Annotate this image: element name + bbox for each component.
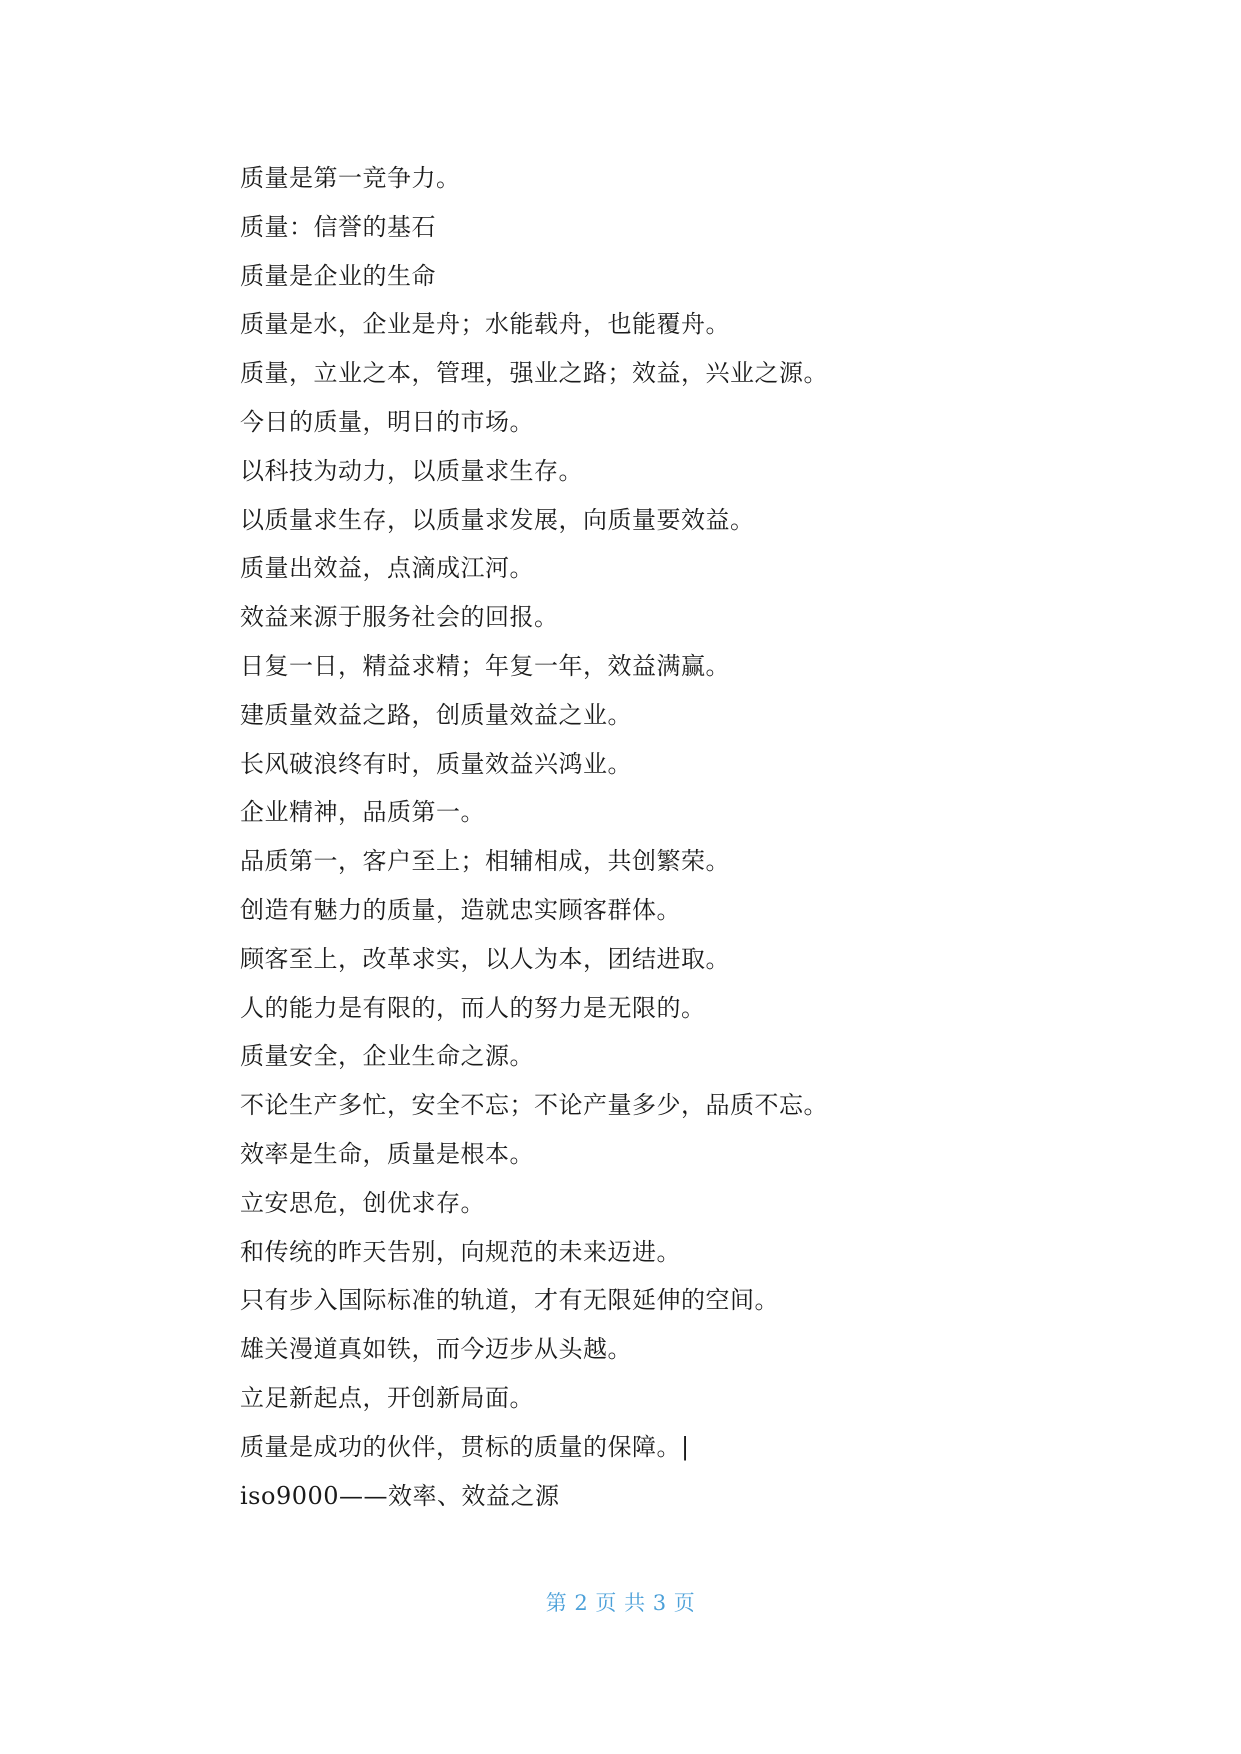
- text-line: 质量是成功的伙伴，贯标的质量的保障。|: [240, 1432, 690, 1461]
- text-line: 质量是水，企业是舟；水能载舟，也能覆舟。: [240, 310, 730, 339]
- text-line: 以质量求生存，以质量求发展，向质量要效益。: [240, 505, 755, 534]
- text-line: 只有步入国际标准的轨道，才有无限延伸的空间。: [240, 1286, 779, 1315]
- text-line: 效率是生命，质量是根本。: [240, 1139, 534, 1168]
- text-line: 品质第一，客户至上；相辅相成，共创繁荣。: [240, 847, 730, 876]
- text-line: 质量，立业之本，管理，强业之路；效益，兴业之源。: [240, 359, 828, 388]
- text-line: 不论生产多忙，安全不忘；不论产量多少，品质不忘。: [240, 1091, 828, 1120]
- text-line: 立安思危，创优求存。: [240, 1188, 485, 1217]
- document-body: [240, 154, 1140, 1520]
- text-line: 和传统的昨天告别，向规范的未来迈进。: [240, 1237, 681, 1266]
- text-line: 雄关漫道真如铁，而今迈步从头越。: [240, 1335, 632, 1364]
- text-line: 建质量效益之路，创质量效益之业。: [240, 700, 632, 729]
- text-line: 今日的质量，明日的市场。: [240, 407, 534, 436]
- text-line: 质量是企业的生命: [240, 261, 436, 290]
- text-line: 企业精神，品质第一。: [240, 798, 485, 827]
- text-line: 效益来源于服务社会的回报。: [240, 603, 559, 632]
- text-line: 立足新起点，开创新局面。: [240, 1383, 534, 1412]
- text-line: 顾客至上，改革求实，以人为本，团结进取。: [240, 944, 730, 973]
- text-line: 质量：信誉的基石: [240, 212, 436, 241]
- text-line: 以科技为动力，以质量求生存。: [240, 456, 583, 485]
- text-line: 长风破浪终有时，质量效益兴鸿业。: [240, 749, 632, 778]
- text-line: 人的能力是有限的，而人的努力是无限的。: [240, 993, 706, 1022]
- text-line: 质量安全，企业生命之源。: [240, 1042, 534, 1071]
- text-line: 质量是第一竞争力。: [240, 164, 461, 192]
- page-number: 第 2 页 共 3 页: [545, 1591, 696, 1615]
- text-line: iso9000——效率、效益之源: [240, 1481, 560, 1510]
- text-line: 日复一日，精益求精；年复一年，效益满赢。: [240, 651, 730, 680]
- page-footer: [0, 1588, 1241, 1618]
- text-line: 创造有魅力的质量，造就忠实顾客群体。: [240, 895, 681, 924]
- text-line: 质量出效益，点滴成江河。: [240, 554, 534, 583]
